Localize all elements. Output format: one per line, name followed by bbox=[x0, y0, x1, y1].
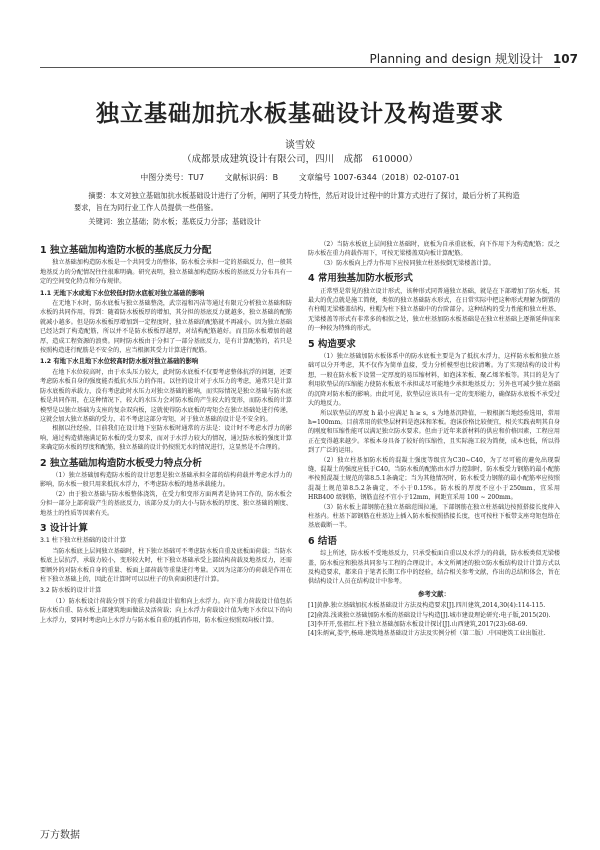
paragraph: （2）当防水板底上层间独立基础时，底板为自承重底板，向下作用下为构造配筋；反之防水板在重力荷载作用下，可按无梁楼盖双向板计算配筋。 bbox=[308, 241, 560, 258]
paragraph: 当防水板底上层间独立基础时，柱下独立基础可不考虑防水板自重及底板面荷载；当防水板底上层抗浮，承载力较小，变形较大时，柱下独立基础承受上部结构荷载及地基反力，还需要额外的对防水板自身的重量、板面上部荷载等重量进行考量。又因为这部分的荷载是作用在柱下独立基础上的，因此在计算时可以以柱子的负荷面积进行计算。 bbox=[40, 547, 292, 583]
paragraph: 独立基础加构造防水板是一个共同受力的整体，防水板会承担一定的基础反力，但一般其地基反力的分配情况往往很难明确。研究表明，独立基础加构造防水板的基底反力分布具有一定的空间变化特点和分布规律。 bbox=[40, 259, 292, 286]
paragraph: （2）由于独立基础与防水板整体浇筑，在受力和变形方面两者是协同工作的，防水板会分担一部分上部荷载产生的基底反力，该部分反力的大小与防水板的厚度、独立基础的刚度、地基土的性质等因素有关。 bbox=[40, 490, 292, 517]
section-heading: 1 独立基础加构造防水板的基底反力分配 bbox=[40, 245, 212, 256]
section-heading: 2 独立基础加构造防水板受力特点分析 bbox=[40, 457, 202, 469]
article-number: 文章编号 1007-6344（2018）02-0107-01 bbox=[298, 173, 460, 182]
paragraph: （3）防水板向上浮力作用下应按同独立柱基按倒无梁楼盖计算。 bbox=[320, 259, 495, 267]
references-heading: 参考文献： bbox=[418, 589, 450, 598]
subsection-heading: 1.1 无地下水或地下水位较低时防水底板对独立基础的影响 bbox=[40, 289, 205, 297]
paragraph: （1）独立基础加防水板体系中的防水底板主要是为了抵抗水浮力，这样防水板和独立基础可以分开考虑，其不仅作为简单直接，受力分析模型也比较清晰。为了实现结构的设计构想，一般在防水板下设置一定厚度的易压缩材料，如泡沫苯板、聚乙烯苯板等。其目的是为了利用软垫层的压缩能力使防水板底不承担或尽可能地少承担地基反力；另外也可减少独立基础的沉降对防水板的影响。由此可见，软垫层应该具有一定的变形能力，确保防水底板不承受过大的地反力。 bbox=[308, 353, 560, 408]
author: 谈雪姣 bbox=[285, 140, 315, 151]
header-divider bbox=[40, 67, 560, 68]
paragraph: 正常型是常见的独立设计形式，该种形式同普通独立基础，就是在下部增加了防水板，其最大的优点就是施工简便，类似的独立基础防水形式，在日常实际中把这种形式理解为倒置的有柱帽无梁楼盖结构，柱帽为柱下独立基础中的台阶部分。这种结构的受力性能和独立柱基、无梁楼盖等形式有非常多的相似之处，独立柱基加防水板基础是在独立柱基础上逐渐延伸而来的一种较为特殊的形式。 bbox=[308, 287, 560, 333]
paragraph: 在无地下水时，防水底板与独立基础整浇，武宗福和冯洁等通过有限元分析独立基础和防水板的共同作用，得到：随着防水板板厚的增加，其分担的基底反力就越多，独立基础的配筋就减小越多。但是防水板板厚增加到一定程度时，独立基础的配筋就不再减小。因为独立基础已经达到了构造配筋，所以并不是防水板板厚越厚，对结构配筋越好。而且防水板增加的越厚，造成工程资源的浪费。同时防水板由于分担了一部分基底反力，是有计算配筋的，若只是按照构造进行配筋是不安全的，应当根据其受力计算进行配筋。 bbox=[40, 300, 292, 355]
paragraph: 在地下水位较高时，由于水头压力较大，此时防水底板不仅要考虑整体抗浮的问题，还要考虑防水板自身的强度能否抵抗水压力的作用。以往的设计对于水压力的考虑，通常只是计算防水底板的承载力，没有考虑此时水压力对独立基础的影响，而实际情况是独立基础与防水底板是共同作用，在这种情况下，较大的水压力会对防水板的产生较大的变形，而防水板的计算模型是以独立基础为支座的复杂双向板，这就使得防水底板的弯矩会在独立基础处进行传递，这就会加大独立基础的受力，若不考虑这部分弯矩，对于独立基础的设计是不安全的。 bbox=[40, 368, 292, 423]
section-heading: 6 结语 bbox=[308, 535, 337, 547]
reference-item: [3]李开开,张祖红.柱下独立基础加防水板设计探讨[J].山西建筑,2017(23):68-69. bbox=[308, 621, 528, 629]
page-number: 107 bbox=[552, 52, 578, 66]
paragraph: 所以软垫层的厚度 h 最小应满足 h ≥ s，s 为地基沉降值，一般根据当地经验选用，常用 h=100mm。目前常用的软垫层材料是泡沫和苯板。泡沫价格比较便宜，相关实践表明其自身的刚度和压缩性能可以满足独立防水要求。但由于近年来新材料的供应和价格因素，工程应用正在变得越来越少。苯板本身具备了较好的压缩性，且实际施工较为简便，成本也低，所以得到了广泛的运用。 bbox=[308, 409, 560, 455]
page-header bbox=[0, 0, 600, 66]
paragraph: 根据以往经验，目前我们在设计地下室防水板时通常的方法是：设计时不考虑水浮力的影响，通过构造措施满足防水板的受力要求，而对于水浮力较大的情况，通过防水板的强度计算来确定防水板的厚度和配筋，独立基础的设计仍按照无水的情况进行，这显然是不合理的。 bbox=[40, 425, 292, 452]
reference-item: [4]朱炳寅,娄宇,杨琦.建筑地基基础设计方法及实例分析（第二版）.中国建筑工业出版社. bbox=[308, 630, 546, 638]
paragraph: （1）独立基础加构造防水板的设计思想是独立基础承担全部的结构荷载并考虑水浮力的影响，防水板一般只用来抵抗水浮力，不考虑防水板的地基承载能力。 bbox=[40, 471, 292, 489]
section-heading: 3 设计计算 bbox=[40, 522, 88, 534]
paragraph: （1）防水板设计荷载分别下的重力荷载设计值和向上水浮力。向下重力荷载设计值包括防水板自重、防水板上部建筑地面做法及活荷载；向上水浮力荷载设计值为地下水位以下的向上水浮力，要同时考虑向上水浮力与防水板自重的抵消作用，防水板应按照双向板计算。 bbox=[40, 597, 292, 624]
affiliation: （成都景成建筑设计有限公司，四川 成都 610000） bbox=[182, 154, 418, 165]
doc-code: 文献标识码：B bbox=[224, 173, 279, 182]
section-heading: 4 常用独基加防水板形式 bbox=[308, 273, 413, 285]
paragraph: （2）独立柱基加防水板的混凝土强度等级宜为C30~C40，为了尽可能的避免出现裂缝，混凝土的强度应低于C40。当防水板的配筋由水浮力控制时，防水板受力钢筋的最小配筋率按照混凝土规范的第8.5.1条确定；当为其他情况时，防水板受力钢筋的最小配筋率应按照混凝土规范第8.5.2条确定，不小于0.15%。防水板的厚度不应小于250mm，宜采用HRB400 级钢筋，钢筋直径不宜小于12mm，间距宜采用 100 ~ 200mm。 bbox=[308, 456, 560, 502]
footer-watermark: 万方数据 bbox=[40, 830, 80, 841]
subsection-heading: 3.1 柱下独立柱基础的设计计算 bbox=[40, 537, 127, 545]
section-title-cn: 规划设计 bbox=[495, 52, 544, 66]
keywords: 关键词：独立基础；防水板；基底反力分部；基础设计 bbox=[88, 217, 261, 226]
abstract: 摘要：本文对独立基础加抗水板基础设计进行了分析，阐明了其受力特性，然后对设计过程中的计算方式进行了探讨，最后分析了其构造要求，旨在为同行业工作人员提供一些借鉴。 bbox=[74, 191, 520, 212]
subsection-heading: 3.2 防水板的设计计算 bbox=[40, 587, 102, 595]
left-column bbox=[40, 240, 292, 625]
article-title: 独立基础加抗水板基础设计及构造要求 bbox=[96, 100, 504, 127]
reference-item: [1]黄静.独立基础加抗水板基础设计方法及构造要求[J].四川建筑,2014,30(4):114-115. bbox=[308, 602, 546, 610]
clc-number: 中图分类号：TU7 bbox=[140, 173, 205, 182]
section-title-en: Planning and design bbox=[369, 52, 492, 66]
article-meta bbox=[0, 172, 600, 183]
paragraph: 综上所述，防水板不受地基反力，只承受板面自重以及水浮力的荷载，防水板类似无梁楼盖，防水板应和独基共同参与工程的合理设计。本文所阐述的独立防水板结构设计计算方式以及构造要求，都来自于笔者长期工作中的经验，结合相关参考文献，作出的总结和体会，旨在供结构设计人员在结构设计中参考。 bbox=[308, 550, 560, 586]
paragraph: （3）防水板上部钢筋在独立基础范围拉通，下部钢筋在独立柱基础边按照搭接长度伸入柱基内。柱基下部钢筋在柱基边上插入防水板按照搭接长度，也可按柱下板带支座弯矩包络在基底截断一半。 bbox=[308, 503, 560, 530]
section-heading: 5 构造要求 bbox=[308, 338, 356, 350]
reference-item: [2]俞嵩.浅谈独立基础加防水板的基础设计与构造[J].城市建设理论研究:电子版,2015(20). bbox=[308, 611, 551, 619]
running-header bbox=[370, 50, 578, 67]
subsection-heading: 1.2 有地下水且地下水位较高时防水板对独立基础的影响 bbox=[40, 358, 199, 366]
right-column bbox=[308, 240, 560, 639]
